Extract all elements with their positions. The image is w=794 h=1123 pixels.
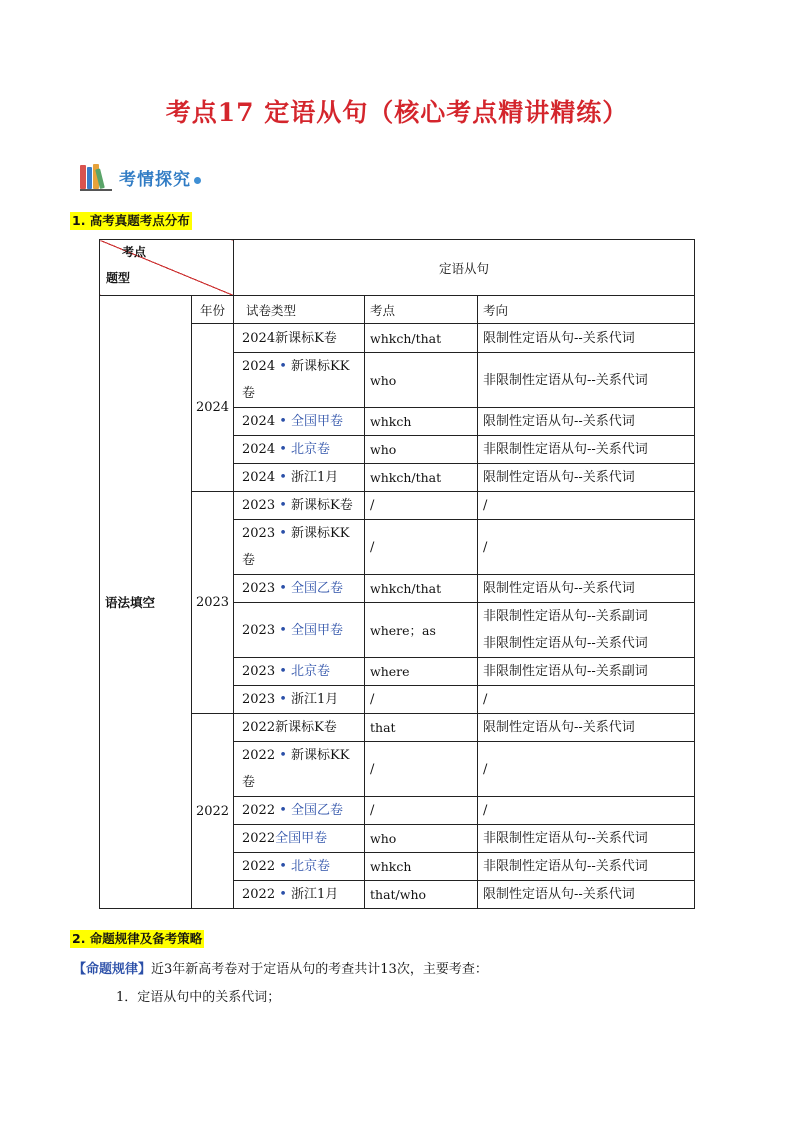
paper-cell	[234, 797, 365, 825]
section-heading-1: 1. 高考真题考点分布	[72, 213, 190, 228]
corner-label-point: 考点	[122, 245, 147, 259]
paper-year: 2024	[242, 470, 276, 485]
paper-year: 2022	[242, 831, 276, 846]
direction-cell	[478, 464, 695, 492]
paper-year: 2022	[242, 859, 276, 874]
section-heading-2: 2. 命题规律及备考策略	[72, 931, 203, 946]
point-cell: who	[365, 436, 478, 464]
paper-separator: •	[275, 664, 292, 679]
paper-name: 浙江1月	[291, 887, 339, 902]
paper-cell	[234, 853, 365, 881]
point-cell: who	[365, 825, 478, 853]
direction-text: /	[483, 498, 488, 513]
paper-name: 新课标K卷	[291, 498, 353, 513]
direction-cell	[478, 603, 695, 658]
direction-text: 非限制性定语从句--关系副词	[483, 609, 648, 624]
paper-year: 2022	[242, 748, 276, 763]
direction-cell	[478, 881, 695, 909]
paper-cell	[234, 464, 365, 492]
point-cell: that/who	[365, 881, 478, 909]
direction-text: /	[483, 539, 488, 555]
paper-name: 北京卷	[291, 664, 331, 679]
paper-year: 2023	[242, 526, 276, 541]
table-top-header: 定语从句	[234, 240, 695, 296]
direction-text: 限制性定语从句--关系代词	[483, 330, 635, 346]
paper-cell	[234, 825, 365, 853]
col-header-year: 年份	[192, 296, 234, 324]
paper-year: 2023	[242, 622, 276, 638]
rule-label: 【命题规律】	[73, 962, 152, 977]
paper-separator: •	[275, 526, 292, 541]
paper-name: 北京卷	[291, 859, 331, 874]
paper-separator: •	[275, 498, 292, 513]
rule-text: 近3年新高考卷对于定语从句的考查共计13次，主要考查：	[151, 962, 488, 977]
paper-cell	[234, 686, 365, 714]
direction-cell	[478, 714, 695, 742]
paper-name: 全国甲卷	[291, 622, 344, 638]
paper-separator: •	[275, 859, 292, 874]
paper-year: 2023	[242, 498, 276, 513]
paper-year: 2022	[242, 887, 276, 902]
direction-text: /	[483, 692, 488, 707]
direction-cell	[478, 324, 695, 353]
point-cell: whkch	[365, 853, 478, 881]
banner-title: 考情探究	[119, 169, 191, 190]
direction-text: 非限制性定语从句--关系代词	[483, 372, 648, 388]
point-cell: where	[365, 658, 478, 686]
paper-cell	[234, 575, 365, 603]
col-header-direction: 考向	[478, 296, 695, 324]
point-cell: that	[365, 714, 478, 742]
paper-name: 新课标K卷	[275, 330, 337, 346]
paper-cell	[234, 436, 365, 464]
direction-text: 限制性定语从句--关系代词	[483, 581, 635, 596]
direction-text: /	[483, 803, 488, 818]
rule-item-1: 1．定语从句中的关系代词；	[116, 990, 281, 1005]
paper-cell	[234, 881, 365, 909]
point-cell: whkch/that	[365, 324, 478, 353]
year-cell: 2023	[192, 492, 234, 714]
point-cell: who	[365, 353, 478, 408]
books-icon	[80, 163, 114, 191]
direction-text: 非限制性定语从句--关系代词	[483, 831, 648, 846]
paper-name: 新课标KK卷	[242, 526, 350, 568]
paper-cell	[234, 658, 365, 686]
direction-cell	[478, 436, 695, 464]
paper-name: 浙江1月	[291, 470, 339, 485]
paper-year: 2024	[242, 330, 276, 346]
direction-text: 非限制性定语从句--关系代词	[483, 442, 648, 457]
rule-paragraph	[73, 958, 488, 977]
direction-text: 限制性定语从句--关系代词	[483, 720, 635, 735]
direction-text-2: 非限制性定语从句--关系代词	[483, 636, 648, 651]
direction-text: 限制性定语从句--关系代词	[483, 470, 635, 485]
paper-separator: •	[275, 414, 292, 429]
paper-cell	[234, 408, 365, 436]
paper-name: 浙江1月	[291, 692, 339, 707]
paper-name: 新课标KK卷	[242, 359, 350, 401]
point-cell: whkch	[365, 408, 478, 436]
point-cell: /	[365, 686, 478, 714]
paper-cell	[234, 324, 365, 353]
direction-text: /	[483, 761, 488, 777]
paper-name: 全国甲卷	[275, 831, 328, 846]
direction-cell	[478, 742, 695, 797]
banner-dot	[194, 177, 201, 184]
paper-year: 2023	[242, 581, 276, 596]
exam-distribution-table	[99, 239, 695, 909]
paper-year: 2022	[242, 803, 276, 818]
paper-separator: •	[275, 887, 292, 902]
paper-name: 新课标KK卷	[242, 748, 350, 790]
direction-text: 限制性定语从句--关系代词	[483, 414, 635, 429]
paper-name: 北京卷	[291, 442, 331, 457]
section-banner	[80, 162, 201, 192]
paper-separator: •	[275, 622, 292, 638]
year-cell: 2022	[192, 714, 234, 909]
paper-year: 2024	[242, 359, 276, 374]
direction-text: 非限制性定语从句--关系代词	[483, 859, 648, 874]
year-cell: 2024	[192, 324, 234, 492]
paper-separator: •	[275, 470, 292, 485]
paper-separator: •	[275, 359, 292, 374]
paper-separator: •	[275, 803, 292, 818]
direction-cell	[478, 797, 695, 825]
paper-name: 全国甲卷	[291, 414, 344, 429]
paper-cell	[234, 492, 365, 520]
direction-cell	[478, 408, 695, 436]
paper-separator: •	[275, 581, 292, 596]
direction-cell	[478, 825, 695, 853]
paper-cell	[234, 353, 365, 408]
direction-text: 限制性定语从句--关系代词	[483, 887, 635, 902]
paper-year: 2024	[242, 442, 276, 457]
point-cell: where；as	[365, 603, 478, 658]
paper-separator: •	[275, 442, 292, 457]
point-cell: /	[365, 520, 478, 575]
paper-name: 全国乙卷	[291, 581, 344, 596]
point-cell: /	[365, 797, 478, 825]
point-cell: /	[365, 492, 478, 520]
col-header-paper: 试卷类型	[234, 296, 365, 324]
paper-year: 2023	[242, 664, 276, 679]
paper-name: 新课标K卷	[275, 720, 337, 735]
corner-header-cell	[100, 240, 234, 296]
point-cell: whkch/that	[365, 464, 478, 492]
category-cell: 语法填空	[100, 296, 192, 909]
direction-cell	[478, 853, 695, 881]
paper-cell	[234, 520, 365, 575]
direction-cell	[478, 353, 695, 408]
direction-cell	[478, 575, 695, 603]
paper-separator: •	[275, 748, 292, 763]
paper-separator: •	[275, 692, 292, 707]
point-cell: whkch/that	[365, 575, 478, 603]
paper-year: 2023	[242, 692, 276, 707]
direction-cell	[478, 658, 695, 686]
paper-year: 2022	[242, 720, 276, 735]
page-title: 考点17 定语从句（核心考点精讲精练）	[165, 98, 629, 127]
paper-cell	[234, 603, 365, 658]
direction-cell	[478, 520, 695, 575]
paper-cell	[234, 714, 365, 742]
paper-year: 2024	[242, 414, 276, 429]
direction-cell	[478, 686, 695, 714]
paper-name: 全国乙卷	[291, 803, 344, 818]
col-header-point: 考点	[365, 296, 478, 324]
corner-label-type: 题型	[106, 271, 131, 285]
direction-cell	[478, 492, 695, 520]
paper-cell	[234, 742, 365, 797]
point-cell: /	[365, 742, 478, 797]
direction-text: 非限制性定语从句--关系副词	[483, 664, 648, 679]
